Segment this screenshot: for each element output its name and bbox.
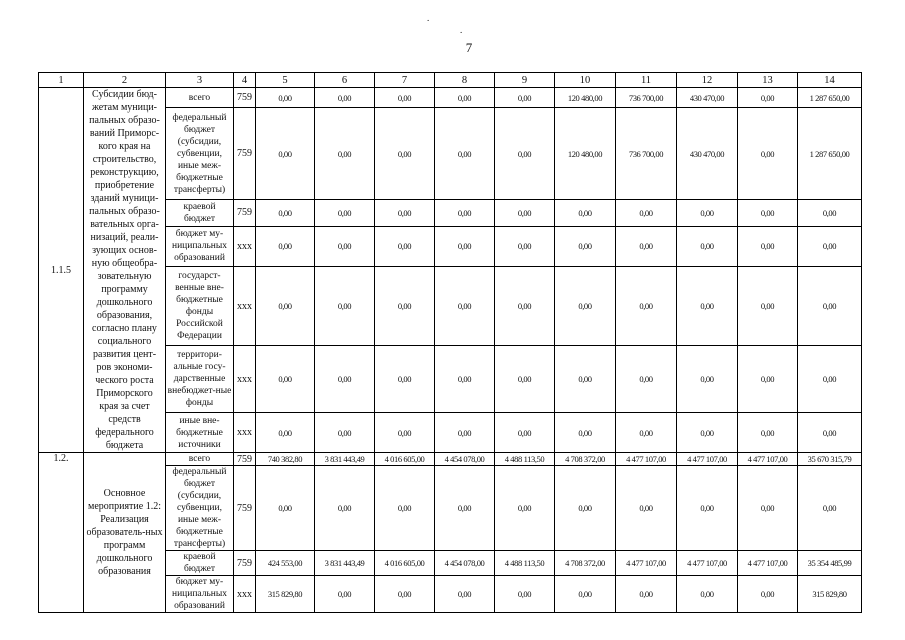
amount-cell: 0,00: [798, 346, 862, 413]
amount-cell: 0,00: [677, 576, 738, 613]
budget-code: 759: [234, 108, 256, 200]
amount-cell: 0,00: [555, 226, 616, 266]
header-cell: 3: [166, 73, 234, 88]
amount-cell: 0,00: [616, 346, 677, 413]
amount-cell: 0,00: [315, 108, 375, 200]
amount-cell: 120 480,00: [555, 108, 616, 200]
amount-cell: 0,00: [738, 199, 798, 226]
amount-cell: 0,00: [798, 226, 862, 266]
budget-code: ххх: [234, 576, 256, 613]
amount-cell: 0,00: [555, 266, 616, 346]
amount-cell: 4 477 107,00: [616, 453, 677, 466]
stray-dot: .: [460, 25, 463, 35]
funding-source: краевой бюджет: [166, 551, 234, 576]
header-cell: 12: [677, 73, 738, 88]
amount-cell: 0,00: [495, 346, 555, 413]
amount-cell: 0,00: [375, 576, 435, 613]
header-cell: 11: [616, 73, 677, 88]
amount-cell: 0,00: [555, 466, 616, 551]
budget-code: ххх: [234, 413, 256, 453]
amount-cell: 4 454 078,00: [435, 551, 495, 576]
amount-cell: 4 477 107,00: [738, 453, 798, 466]
amount-cell: 0,00: [798, 266, 862, 346]
activity-code: 1.1.5: [39, 88, 84, 453]
amount-cell: 740 382,80: [256, 453, 315, 466]
amount-cell: 0,00: [677, 346, 738, 413]
header-cell: 2: [84, 73, 166, 88]
amount-cell: 0,00: [375, 88, 435, 108]
amount-cell: 0,00: [738, 226, 798, 266]
amount-cell: 35 670 315,79: [798, 453, 862, 466]
table-row: [39, 88, 862, 108]
amount-cell: 0,00: [375, 266, 435, 346]
amount-cell: 0,00: [798, 413, 862, 453]
amount-cell: 0,00: [616, 266, 677, 346]
amount-cell: 0,00: [495, 199, 555, 226]
budget-code: ххх: [234, 346, 256, 413]
amount-cell: 35 354 485,99: [798, 551, 862, 576]
funding-source: государст-венные вне-бюджетные фонды Российской Федерации: [166, 266, 234, 346]
amount-cell: 0,00: [616, 413, 677, 453]
amount-cell: 4 477 107,00: [738, 551, 798, 576]
amount-cell: 0,00: [738, 466, 798, 551]
amount-cell: 0,00: [315, 88, 375, 108]
budget-code: 759: [234, 551, 256, 576]
amount-cell: 4 477 107,00: [677, 453, 738, 466]
amount-cell: 0,00: [677, 466, 738, 551]
amount-cell: 0,00: [375, 466, 435, 551]
amount-cell: 3 831 443,49: [315, 551, 375, 576]
funding-source: всего: [166, 453, 234, 466]
amount-cell: 0,00: [435, 266, 495, 346]
amount-cell: 0,00: [555, 413, 616, 453]
budget-code: ххх: [234, 266, 256, 346]
amount-cell: 0,00: [435, 413, 495, 453]
header-cell: 10: [555, 73, 616, 88]
amount-cell: 0,00: [555, 199, 616, 226]
amount-cell: 315 829,80: [798, 576, 862, 613]
amount-cell: 0,00: [435, 88, 495, 108]
amount-cell: 0,00: [315, 226, 375, 266]
amount-cell: 4 708 372,00: [555, 551, 616, 576]
amount-cell: 0,00: [375, 108, 435, 200]
amount-cell: 4 488 113,50: [495, 551, 555, 576]
amount-cell: 0,00: [798, 466, 862, 551]
budget-code: ххх: [234, 226, 256, 266]
amount-cell: 0,00: [256, 266, 315, 346]
funding-source: иные вне-бюджетные источники: [166, 413, 234, 453]
amount-cell: 0,00: [315, 576, 375, 613]
header-cell: 9: [495, 73, 555, 88]
amount-cell: 0,00: [495, 88, 555, 108]
budget-code: 759: [234, 453, 256, 466]
amount-cell: 0,00: [677, 413, 738, 453]
header-cell: 5: [256, 73, 315, 88]
amount-cell: 1 287 650,00: [798, 108, 862, 200]
amount-cell: 0,00: [375, 226, 435, 266]
amount-cell: 1 287 650,00: [798, 88, 862, 108]
table-row: [39, 453, 862, 466]
amount-cell: 0,00: [738, 266, 798, 346]
amount-cell: 0,00: [738, 576, 798, 613]
budget-code: 759: [234, 88, 256, 108]
funding-source: территори-альные госу-дарственные внебюджет-ные фонды: [166, 346, 234, 413]
amount-cell: 0,00: [616, 199, 677, 226]
amount-cell: 0,00: [256, 108, 315, 200]
amount-cell: 4 477 107,00: [677, 551, 738, 576]
amount-cell: 424 553,00: [256, 551, 315, 576]
amount-cell: 0,00: [495, 266, 555, 346]
amount-cell: 0,00: [495, 576, 555, 613]
amount-cell: 0,00: [738, 346, 798, 413]
amount-cell: 0,00: [435, 576, 495, 613]
budget-code: 759: [234, 466, 256, 551]
amount-cell: 0,00: [375, 199, 435, 226]
amount-cell: 0,00: [315, 266, 375, 346]
amount-cell: 0,00: [256, 199, 315, 226]
header-cell: 14: [798, 73, 862, 88]
amount-cell: 0,00: [677, 226, 738, 266]
amount-cell: 315 829,80: [256, 576, 315, 613]
amount-cell: 736 700,00: [616, 108, 677, 200]
amount-cell: 4 477 107,00: [616, 551, 677, 576]
page-number: 7: [465, 40, 473, 55]
amount-cell: 0,00: [495, 226, 555, 266]
funding-source: бюджет му-ниципальных образований: [166, 226, 234, 266]
amount-cell: 0,00: [435, 199, 495, 226]
budget-table: [38, 72, 862, 613]
header-cell: 1: [39, 73, 84, 88]
amount-cell: 0,00: [315, 199, 375, 226]
amount-cell: 0,00: [435, 346, 495, 413]
amount-cell: 3 831 443,49: [315, 453, 375, 466]
header-cell: 7: [375, 73, 435, 88]
header-cell: 8: [435, 73, 495, 88]
amount-cell: 430 470,00: [677, 88, 738, 108]
amount-cell: 4 454 078,00: [435, 453, 495, 466]
header-row: [39, 73, 862, 88]
amount-cell: 0,00: [616, 226, 677, 266]
amount-cell: 0,00: [435, 226, 495, 266]
funding-source: федеральный бюджет (субсидии, субвенции, иные меж-бюджетные трансферты): [166, 466, 234, 551]
activity-description: Субсидии бюд-жетам муници-пальных образо-ваний Приморс-кого края на строительство, реконструкцию, приобретение зданий муници-пальных образо-вательных орга-низаций, реали-зующих основ-ную общеобра-зовательную программу дошкольного образования, согласно плану социального развития цент-ров экономи-ческого роста Приморского края за счет средств федерального бюджета: [84, 88, 166, 453]
amount-cell: 0,00: [375, 346, 435, 413]
amount-cell: 0,00: [435, 466, 495, 551]
amount-cell: 4 708 372,00: [555, 453, 616, 466]
amount-cell: 0,00: [555, 346, 616, 413]
funding-source: федеральный бюджет (субсидии, субвенции, иные меж-бюджетные трансферты): [166, 108, 234, 200]
header-cell: 13: [738, 73, 798, 88]
amount-cell: 0,00: [495, 466, 555, 551]
amount-cell: 0,00: [256, 413, 315, 453]
amount-cell: 736 700,00: [616, 88, 677, 108]
amount-cell: 0,00: [256, 88, 315, 108]
amount-cell: 0,00: [315, 346, 375, 413]
header-cell: 4: [234, 73, 256, 88]
budget-code: 759: [234, 199, 256, 226]
amount-cell: 120 480,00: [555, 88, 616, 108]
amount-cell: 0,00: [555, 576, 616, 613]
amount-cell: 0,00: [435, 108, 495, 200]
funding-source: бюджет му-ниципальных образований: [166, 576, 234, 613]
amount-cell: 0,00: [738, 108, 798, 200]
amount-cell: 0,00: [616, 466, 677, 551]
amount-cell: 0,00: [738, 413, 798, 453]
amount-cell: 0,00: [495, 108, 555, 200]
funding-source: краевой бюджет: [166, 199, 234, 226]
amount-cell: 0,00: [677, 266, 738, 346]
amount-cell: 4 016 605,00: [375, 551, 435, 576]
amount-cell: 0,00: [798, 199, 862, 226]
amount-cell: 0,00: [315, 466, 375, 551]
amount-cell: 4 488 113,50: [495, 453, 555, 466]
activity-code: 1.2.: [39, 453, 84, 613]
amount-cell: 4 016 605,00: [375, 453, 435, 466]
activity-description: Основное мероприятие 1.2: Реализация образователь-ных программ дошкольного образования: [84, 453, 166, 613]
funding-source: всего: [166, 88, 234, 108]
amount-cell: 0,00: [738, 88, 798, 108]
amount-cell: 0,00: [256, 346, 315, 413]
amount-cell: 0,00: [375, 413, 435, 453]
amount-cell: 430 470,00: [677, 108, 738, 200]
stray-dot: .: [427, 13, 430, 23]
amount-cell: 0,00: [495, 413, 555, 453]
amount-cell: 0,00: [616, 576, 677, 613]
amount-cell: 0,00: [256, 226, 315, 266]
header-cell: 6: [315, 73, 375, 88]
amount-cell: 0,00: [677, 199, 738, 226]
amount-cell: 0,00: [256, 466, 315, 551]
amount-cell: 0,00: [315, 413, 375, 453]
